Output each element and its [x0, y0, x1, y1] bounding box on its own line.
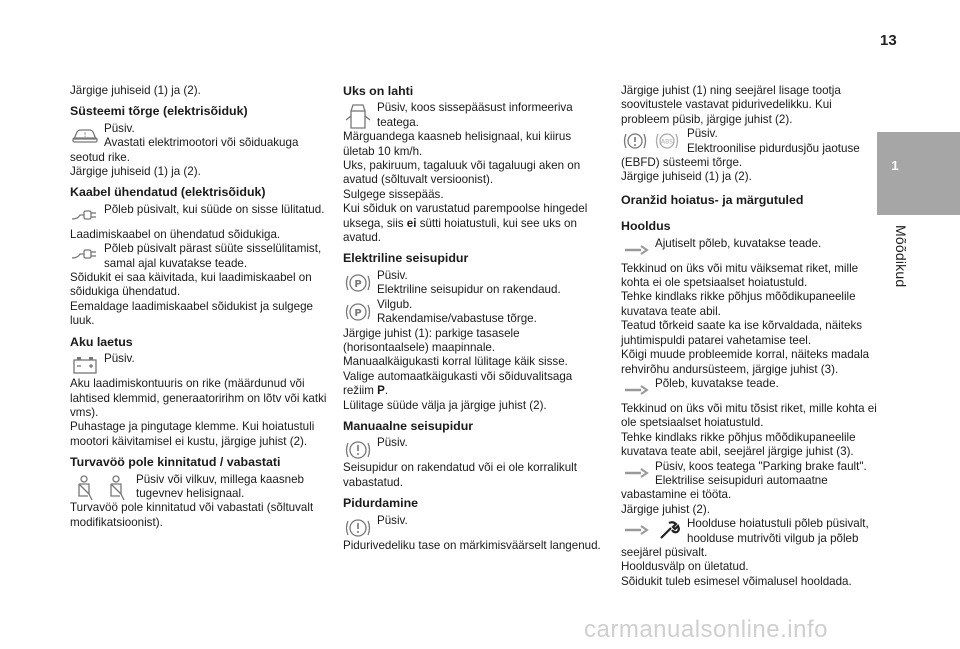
column-1: [70, 84, 332, 530]
entry-text: Kõigi muude probleemide korral, näiteks madala rehvirõhu andursüsteem, järgige juhist (3).: [621, 348, 870, 376]
entry-text: Püsiv, koos teatega "Parking brake fault". Elektrilise seisupiduri automaatne vabastamine ei tööta.: [621, 459, 867, 502]
entry-text-bold: ei: [406, 216, 417, 230]
page-number: 13: [880, 32, 897, 49]
section-heading: Pidurdamine: [343, 496, 419, 511]
entry-text: Püsiv või vilkuv, millega kaasneb tugevnev helisignaal.: [136, 472, 304, 500]
entry-text: Sulgege sissepääs.: [343, 187, 444, 201]
svg-text:!: !: [83, 130, 87, 139]
intro-text: Järgige juhiseid (1) ja (2).: [70, 84, 201, 97]
entry-text: Püsiv.: [377, 436, 408, 450]
warning-entry: [70, 122, 332, 165]
entry-text: [343, 370, 605, 399]
warning-entry: [70, 242, 332, 271]
abs-icon: [621, 128, 683, 152]
entry-text: Hooldusvälp on ületatud.: [621, 560, 749, 574]
chapter-tab[interactable]: [877, 132, 960, 215]
entry-text: Püsiv.: [104, 352, 135, 366]
entry-text: Põleb, kuvatakse teade.: [655, 376, 779, 390]
entry-text: Järgige juhiseid (1) ja (2).: [621, 170, 752, 184]
entry-text: Püsiv.: [104, 121, 135, 135]
section-heading: Kaabel ühendatud (elektrisõiduk): [70, 185, 266, 200]
section-heading: Elektriline seisupidur: [343, 251, 469, 266]
entry-text-part: sütti hoiatustuli, kui see uks on avatud.: [343, 216, 577, 245]
section-heading: Oranžid hoiatus- ja märgutuled: [621, 192, 804, 207]
section-heading: Uks on lahti: [343, 84, 414, 98]
column-3: [621, 84, 883, 589]
handbrake-icon: [343, 437, 373, 461]
entry-text: Laadimiskaabel on ühendatud sõidukiga.: [70, 227, 281, 241]
entry-text: Järgige juhist (2).: [621, 502, 710, 516]
entry-text: Eemaldage laadimiskaabel sõidukist ja sulgege luuk.: [70, 299, 313, 328]
warning-entry: [343, 269, 605, 298]
entry-text: Lülitage süüde välja ja järgige juhist (2).: [343, 398, 547, 412]
entry-text: Tekkinud on üks või mitu väiksemat riket, mille kohta ei ole spetsiaalset hoiatustuld.: [621, 261, 859, 290]
entry-text: Uks, pakiruum, tagaluuk või tagaluugi aken on avatud (sõltuvalt versioonist).: [343, 159, 581, 187]
side-title: [887, 225, 917, 345]
entry-text: Ajutiselt põleb, kuvatakse teade.: [655, 236, 822, 250]
car-fault-icon: [70, 123, 100, 147]
entry-text: Elektriline seisupidur on rakendaud.: [377, 283, 561, 297]
service-wrench-icon: [621, 238, 651, 262]
warning-entry: [70, 352, 332, 377]
warning-entry: [621, 517, 883, 560]
entry-text: Tehke kindlaks rikke põhjus mõõdikupaneelile kuvatava teate abil.: [621, 290, 856, 318]
warning-entry: [70, 203, 332, 228]
entry-text: Põleb püsivalt, kui süüde on sisse lülitatud.: [104, 202, 325, 216]
entry-text: Turvavöö pole kinnitatud või vabastati (sõltuvalt modifikatsioonist).: [70, 501, 314, 529]
entry-text: Püsiv, koos sissepääsust informeeriva teatega.: [377, 101, 573, 129]
warning-entry: [621, 127, 883, 170]
warning-entry: [343, 514, 605, 539]
warning-entry: [70, 473, 332, 502]
entry-text: Vilgub.: [377, 297, 413, 311]
entry-text: [343, 202, 605, 245]
entry-text-part: Valige automaatkäigukasti või sõiduvalitsaga režiim: [343, 369, 573, 398]
entry-text: Puhastage ja pingutage klemme. Kui hoiatustuli mootori käivitamisel ei kustu, järgige juhist (2).: [70, 420, 315, 448]
warning-entry: [621, 377, 883, 402]
warning-entry: [343, 101, 605, 130]
battery-icon: [70, 353, 100, 377]
service-wrench-icon: [621, 461, 651, 485]
section-heading: Aku laetus: [70, 334, 133, 349]
entry-text-part: .: [384, 384, 389, 398]
charging-plug-icon: [70, 243, 100, 267]
side-title-text: Mõõdikud: [893, 225, 909, 288]
svg-text:P: P: [354, 278, 362, 290]
entry-text: Hoolduse hoiatustuli põleb püsivalt, hoolduse mutrivõti vilgub ja põleb seejärel püsivalt.: [621, 517, 869, 559]
entry-text: Tekkinud on üks või mitu tõsist riket, mille kohta ei ole spetsiaalset hoiatustuld.: [621, 401, 877, 430]
warning-entry: [343, 298, 605, 327]
parking-brake-exclaim-icon: [343, 299, 373, 323]
section-heading: Turvavöö pole kinnitatud / vabastati: [70, 455, 281, 470]
watermark: carmanualsonline.info: [584, 616, 828, 643]
entry-text: Rakendamise/vabastuse tõrge.: [377, 312, 537, 326]
svg-text:P: P: [354, 307, 362, 319]
section-heading: Süsteemi tõrge (elektrisõiduk): [70, 104, 248, 119]
entry-text: Püsiv.: [377, 513, 408, 527]
service-wrench-icon: [621, 378, 651, 402]
entry-text: Manuaalkäigukasti korral lülitage käik sisse.: [343, 355, 568, 369]
warning-entry: [621, 460, 883, 503]
seatbelt-icon: [70, 474, 132, 498]
brake-icon: [343, 515, 373, 539]
entry-text: Teatud tõrkeid saate ka ise kõrvaldada, näiteks juhtimispuldi patarei vahetamise teel.: [621, 319, 863, 347]
charging-plug-icon: [70, 204, 100, 228]
section-heading: Manuaalne seisupidur: [343, 418, 474, 433]
entry-text: Tehke kindlaks rikke põhjus mõõdikupaneelile kuvatava teate abil, seejärel järgige juhist (3).: [621, 430, 856, 459]
entry-text: Püsiv.: [377, 268, 408, 282]
entry-text: Avastati elektrimootori või sõiduakuga seotud rike.: [70, 136, 299, 164]
door-open-icon: [343, 102, 373, 126]
entry-text-bold: P: [377, 384, 385, 398]
entry-text: Seisupidur on rakendatud või ei ole korralikult vabastatud.: [343, 461, 577, 489]
entry-text: Sõidukit tuleb esimesel võimalusel hooldada.: [621, 574, 852, 588]
service-wrench-icon: [621, 518, 683, 542]
warning-entry: [621, 237, 883, 262]
entry-text: Elektroonilise pidurdusjõu jaotuse (EBFD) süsteemi tõrge.: [621, 141, 860, 170]
warning-entry: [343, 436, 605, 461]
section-heading: Hooldus: [621, 219, 671, 234]
intro-text: Järgige juhist (1) ning seejärel lisage tootja soovitustele vastavat pidurivedelikku. Kui probleem püsib, järgige juhist (2).: [621, 84, 841, 126]
entry-text: Pidurivedeliku tase on märkimisväärselt langenud.: [343, 538, 601, 552]
chapter-tab-number: 1: [891, 158, 899, 173]
entry-text-part: Kui sõiduk on varustatud parempoolse hingedel uksega, siis: [343, 202, 588, 230]
svg-text:ABS: ABS: [661, 138, 673, 146]
entry-text: Sõidukit ei saa käivitada, kui laadimiskaabel on sõidukiga ühendatud.: [70, 271, 312, 299]
column-2: [343, 84, 605, 553]
entry-text: Järgige juhist (1): parkige tasasele (horisontaalsele) maapinnale.: [343, 326, 520, 354]
entry-text: Püsiv.: [687, 127, 718, 141]
parking-brake-p-icon: [343, 270, 373, 294]
entry-text: Põleb püsivalt pärast süüte sisselülitamist, samal ajal kuvatakse teade.: [104, 242, 322, 270]
entry-text: Märguandega kaasneb helisignaal, kui kiirus ületab 10 km/h.: [343, 130, 572, 158]
entry-text: Aku laadimiskontuuris on rike (määrdunud või lahtised klemmid, generaatoririhm on lõtv või katki vms).: [70, 377, 327, 419]
entry-text: Järgige juhiseid (1) ja (2).: [70, 165, 201, 179]
